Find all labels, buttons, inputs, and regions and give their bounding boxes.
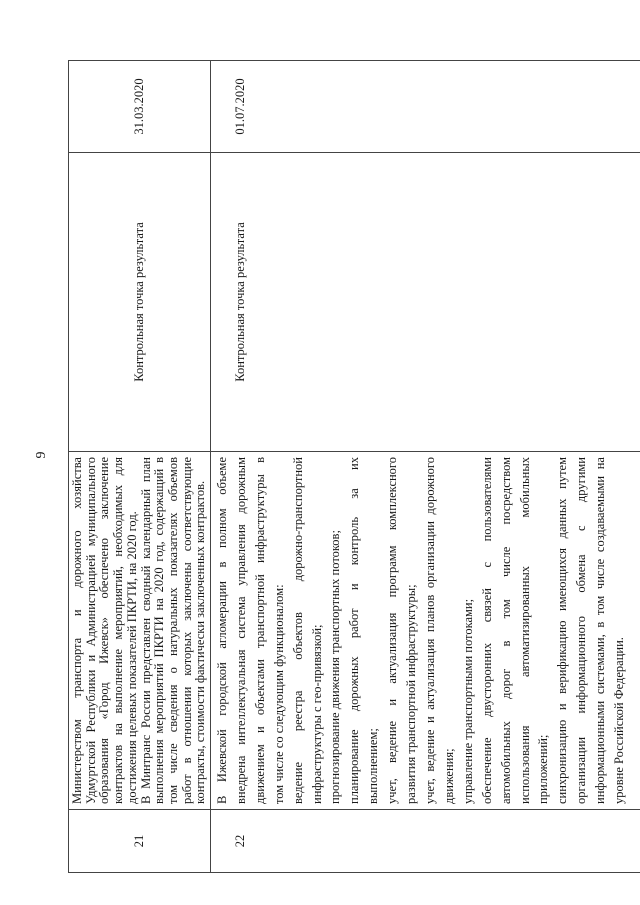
row-type: Контрольная точка результата	[211, 153, 640, 452]
description-line: выполнением;	[366, 728, 381, 804]
row-type: Контрольная точка результата	[69, 153, 211, 452]
row-number: 21	[69, 810, 211, 873]
row-date: 01.07.2020	[211, 61, 640, 153]
page-number: 9	[34, 451, 49, 459]
description-line: достижения целевых показателей ПКРТИ, на 2020 год.	[124, 511, 139, 804]
row-description	[69, 452, 211, 810]
description-line: развития транспортной инфраструктуры;	[404, 584, 419, 804]
description-line: выполнения мероприятий ПКРТИ на 2020 год, содержащий в	[152, 457, 167, 804]
description-line: В Минтранс России представлен сводный календарный план	[138, 457, 153, 804]
description-line: планирование дорожных работ и контроль за их	[347, 457, 362, 804]
description-line: ведение реестра объектов дорожно-транспортной	[290, 457, 305, 804]
description-line: движения;	[441, 748, 456, 804]
description-line: использования автоматизированных мобильных	[517, 457, 532, 804]
description-line: прогнозирование движения транспортных потоков;	[328, 530, 343, 804]
description-line: внедрена интеллектуальная система управления дорожным	[233, 457, 248, 804]
description-line: управление транспортными потоками;	[460, 598, 475, 804]
description-line: том числе со следующим функционалом:	[271, 584, 286, 804]
description-line: обеспечение двусторонних связей с пользователями	[479, 457, 494, 804]
row-date: 31.03.2020	[69, 61, 211, 153]
table-row	[69, 61, 211, 873]
results-table	[68, 60, 640, 873]
description-line: том числе сведения о натуральных показателях объемов	[165, 457, 180, 804]
description-line: Удмуртской Республики и Администрацией муниципального	[83, 457, 98, 804]
description-line: учет, ведение и актуализация программ комплексного	[385, 457, 400, 804]
description-line: инфраструктуры с гео-привязкой;	[309, 624, 324, 804]
row-number: 22	[211, 810, 640, 873]
description-line: учет, ведение и актуализация планов организации дорожного	[423, 457, 437, 804]
description-line: движением и объектами транспортной инфраструктуры в	[252, 457, 267, 804]
description-line: организации информационного обмена с другими	[574, 457, 589, 804]
description-line: контрактов на выполнение мероприятий, необходимых для	[111, 457, 126, 804]
description-line: информационными системами, в том числе создаваемыми на	[593, 457, 608, 804]
description-line: уровне Российской Федерации.	[612, 637, 627, 804]
description-line: Министерством транспорта и дорожного хозяйства	[70, 457, 84, 804]
description-line: автомобильных дорог в том числе посредством	[498, 457, 513, 804]
description-line: синхронизацию и верификацию имеющихся данных путем	[555, 457, 570, 804]
row-description	[211, 452, 640, 810]
table-row	[211, 61, 640, 873]
description-line: приложений;	[536, 734, 551, 804]
description-line: образования «Город Ижевск» обеспечено заключение	[97, 457, 112, 804]
description-line: В Ижевской городской агломерации в полном объеме	[215, 457, 230, 804]
description-line: контракты, стоимости фактически заключенных контрактов.	[193, 480, 208, 804]
description-line: работ в отношении которых заключены соответствующие	[179, 457, 194, 804]
